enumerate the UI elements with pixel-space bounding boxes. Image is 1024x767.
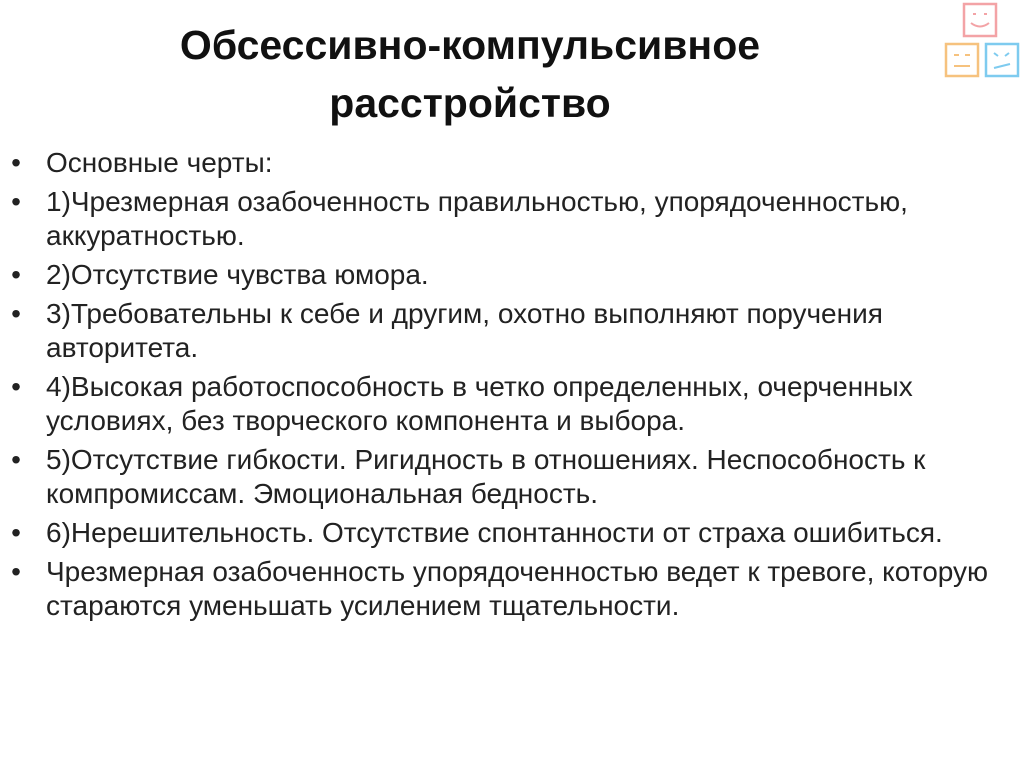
bullet-dot: • <box>11 517 21 548</box>
bullet-item <box>0 370 1000 438</box>
bullet-text: Чрезмерная озабоченность упорядоченностью ведет к тревоге, которую стараются уменьшать усилением тщательности. <box>46 556 989 621</box>
slide-title-line-2: расстройство <box>329 80 611 126</box>
bullet-item <box>0 516 1000 550</box>
orange-face-icon <box>946 44 978 76</box>
pink-face-icon <box>964 4 996 36</box>
bullet-text: 1)Чрезмерная озабоченность правильностью, упорядоченностью, аккуратностью. <box>46 186 908 251</box>
bullet-text: 2)Отсутствие чувства юмора. <box>46 259 429 290</box>
bullet-text: 3)Требовательны к себе и другим, охотно выполняют поручения авторитета. <box>46 298 883 363</box>
bullet-text: 6)Нерешительность. Отсутствие спонтанности от страха ошибиться. <box>46 517 943 548</box>
bullet-dot: • <box>11 186 21 217</box>
bullet-item <box>0 146 1000 180</box>
slide-title-line-1: Обсессивно-компульсивное <box>179 22 761 68</box>
bullet-item <box>0 555 1000 623</box>
bullet-dot: • <box>11 259 21 290</box>
bullet-text: 4)Высокая работоспособность в четко определенных, очерченных условиях, без творческого компонента и выбора. <box>46 371 913 436</box>
bullet-item <box>0 258 1000 292</box>
slide-title <box>80 16 860 132</box>
bullet-item <box>0 185 1000 253</box>
bullet-dot: • <box>11 371 21 402</box>
bullet-dot: • <box>11 147 21 178</box>
bullet-item <box>0 443 1000 511</box>
bullet-list <box>0 146 1000 628</box>
bullet-dot: • <box>11 444 21 475</box>
bullet-text: 5)Отсутствие гибкости. Ригидность в отношениях. Неспособность к компромиссам. Эмоциональная бедность. <box>46 444 926 509</box>
bullet-text: Основные черты: <box>46 147 273 178</box>
bullet-dot: • <box>11 298 21 329</box>
smiley-faces-logo-icon <box>940 0 1024 84</box>
blue-face-icon <box>986 44 1018 76</box>
bullet-dot: • <box>11 556 21 587</box>
bullet-item <box>0 297 1000 365</box>
